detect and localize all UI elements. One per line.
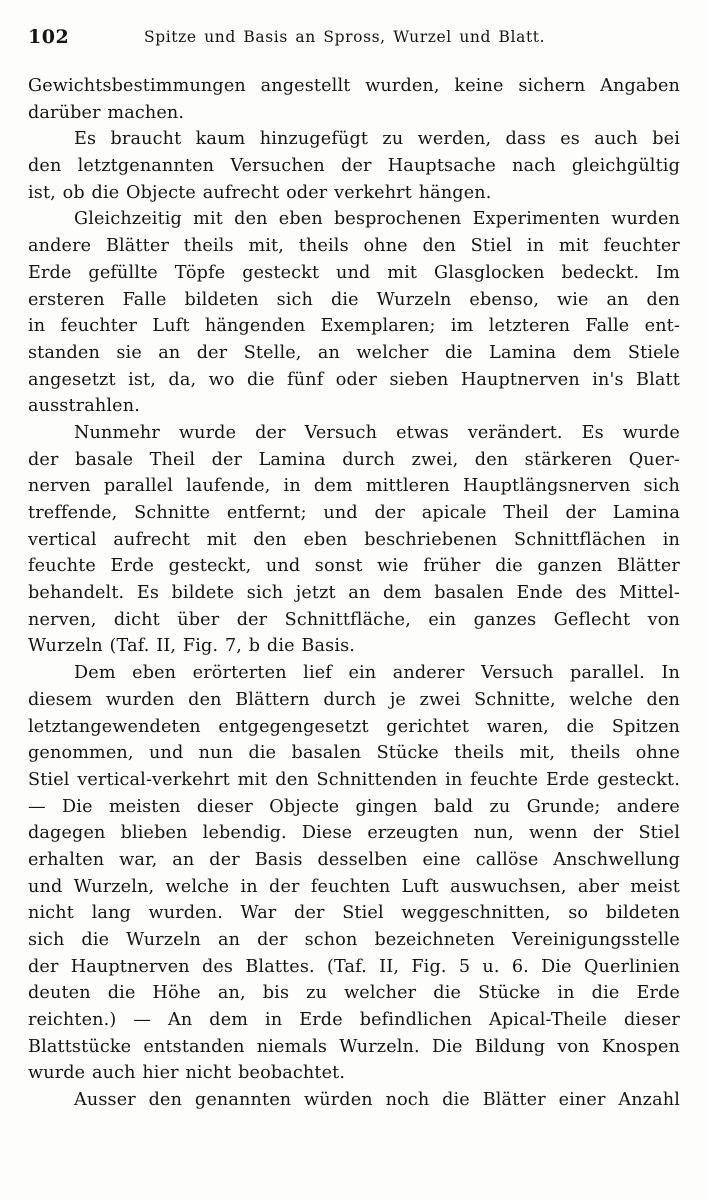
text-line: nerven, dicht über der Schnittfläche, ein ganzes Geflecht von — [28, 609, 680, 630]
text-line: behandelt. Es bildete sich jetzt an dem basalen Ende des Mittel- — [28, 583, 680, 604]
text-line: letztangewendeten entgegengesetzt gerichtet waren, die Spitzen — [28, 716, 680, 737]
running-title: Spitze und Basis an Spross, Wurzel und Blatt. — [144, 28, 546, 46]
page-number: 102 — [28, 26, 70, 48]
text-line: treffende, Schnitte entfernt; und der apicale Theil der Lamina — [28, 503, 680, 523]
text-line: ausstrahlen. — [28, 396, 140, 417]
text-line: und Wurzeln, welche in der feuchten Luft auswuchsen, aber meist — [28, 876, 680, 897]
text-line: deuten die Höhe an, bis zu welcher die Stücke in die Erde — [28, 983, 680, 1004]
text-line: reichten.) — An dem in Erde befindlichen Apical-Theile dieser — [28, 1010, 680, 1031]
text-line: der basale Theil der Lamina durch zwei, den stärkeren Quer- — [28, 449, 680, 470]
text-line: sich die Wurzeln an der schon bezeichneten Vereinigungsstelle — [28, 930, 680, 950]
text-line: dagegen blieben lebendig. Diese erzeugten nun, wenn der Stiel — [28, 823, 680, 844]
text-line: darüber machen. — [28, 102, 185, 123]
text-line: Es braucht kaum hinzugefügt zu werden, dass es auch bei — [74, 129, 680, 150]
text-line: Wurzeln (Taf. II, Fig. 7, b die Basis. — [28, 636, 356, 657]
text-line: vertical aufrecht mit den eben beschriebenen Schnittflächen in — [28, 529, 680, 550]
text-line: — Die meisten dieser Objecte gingen bald zu Grunde; andere — [28, 796, 680, 817]
text-line: erhalten war, an der Basis desselben eine callöse Anschwellung — [28, 849, 680, 870]
text-line: nicht lang wurden. War der Stiel weggeschnitten, so bildeten — [28, 903, 680, 924]
text-line: andere Blätter theils mit, theils ohne den Stiel in mit feuchter — [28, 236, 680, 257]
text-line: Dem eben erörterten lief ein anderer Versuch parallel. In — [74, 663, 680, 684]
text-line: standen sie an der Stelle, an welcher die Lamina dem Stiele — [28, 342, 680, 363]
text-line: Erde gefüllte Töpfe gesteckt und mit Glasglocken bedeckt. Im — [28, 262, 680, 283]
text-line: Ausser den genannten würden noch die Blätter einer Anzahl — [74, 1090, 680, 1111]
text-line: wurde auch hier nicht beobachtet. — [28, 1063, 346, 1084]
text-line: den letztgenannten Versuchen der Hauptsache nach gleichgültig — [28, 156, 680, 177]
text-line: in feuchter Luft hängenden Exemplaren; im letzteren Falle ent- — [28, 316, 680, 337]
text-line: angesetzt ist, da, wo die fünf oder sieben Hauptnerven in's Blatt — [28, 369, 680, 390]
text-line: ersteren Falle bildeten sich die Wurzeln ebenso, wie an den — [28, 289, 680, 310]
text-line: Blattstücke entstanden niemals Wurzeln. Die Bildung von Knospen — [28, 1036, 680, 1057]
text-line: ist, ob die Objecte aufrecht oder verkehrt hängen. — [28, 182, 492, 203]
text-line: nerven parallel laufende, in dem mittleren Hauptlängsnerven sich — [28, 476, 680, 497]
text-line: genommen, und nun die basalen Stücke theils mit, theils ohne — [28, 743, 680, 764]
text-line: Nunmehr wurde der Versuch etwas verändert. Es wurde — [74, 422, 680, 443]
body-text — [28, 73, 680, 1114]
text-line: feuchte Erde gesteckt, und sonst wie früher die ganzen Blätter — [28, 556, 680, 577]
text-line: Gewichtsbestimmungen angestellt wurden, keine sichern Angaben — [28, 76, 680, 96]
running-head — [28, 26, 680, 56]
text-line: Gleichzeitig mit den eben besprochenen Experimenten wurden — [74, 209, 680, 230]
text-line: Stiel vertical-verkehrt mit den Schnittenden in feuchte Erde gesteckt. — [28, 769, 680, 790]
text-line: der Hauptnerven des Blattes. (Taf. II, Fig. 5 u. 6. Die Querlinien — [28, 956, 680, 977]
text-line: diesem wurden den Blättern durch je zwei Schnitte, welche den — [28, 689, 680, 710]
